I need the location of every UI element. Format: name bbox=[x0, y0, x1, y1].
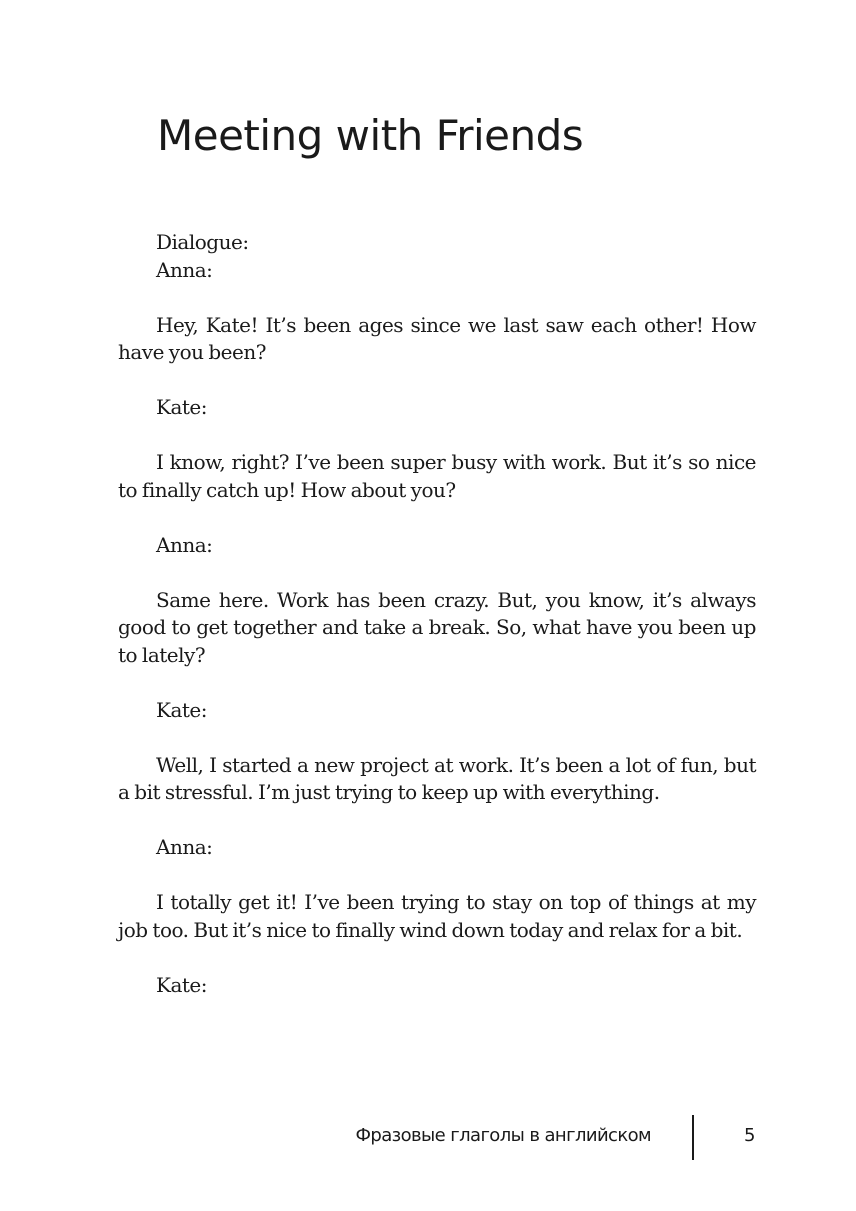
dialogue-line: I know, right? I’ve been super busy with work. But it’s so nice to finally catch up! How about you? bbox=[118, 450, 756, 502]
dialogue-label: Dialogue: bbox=[156, 230, 249, 254]
footer-divider bbox=[692, 1115, 694, 1160]
speaker-label: Kate: bbox=[156, 972, 207, 997]
dialogue-heading bbox=[118, 229, 756, 284]
speaker-label: Anna: bbox=[156, 257, 213, 282]
speaker-label: Anna: bbox=[156, 835, 213, 859]
speaker-label: Kate: bbox=[156, 395, 207, 419]
page-number: 5 bbox=[744, 1125, 756, 1146]
dialogue-line: Well, I started a new project at work. It’s been a lot of fun, but a bit stressful. I’m just trying to keep up with everything. bbox=[118, 752, 756, 804]
dialogue-line: I totally get it! I’ve been trying to stay on top of things at my job too. But it’s nice to finally wind down today and relax for a bit. bbox=[118, 890, 756, 942]
footer-book-title: Фразовые глаголы в английском bbox=[355, 1125, 651, 1146]
speaker-label: Anna: bbox=[156, 532, 213, 557]
dialogue-line: Same here. Work has been crazy. But, you know, it’s always good to get together and take a break. So, what have you been up to lately? bbox=[118, 587, 756, 667]
dialogue-line: Hey, Kate! It’s been ages since we last saw each other! How have you been? bbox=[118, 312, 756, 364]
dialogue-text bbox=[118, 229, 756, 999]
page-title: Meeting with Friends bbox=[157, 111, 584, 160]
speaker-label: Kate: bbox=[156, 697, 207, 722]
